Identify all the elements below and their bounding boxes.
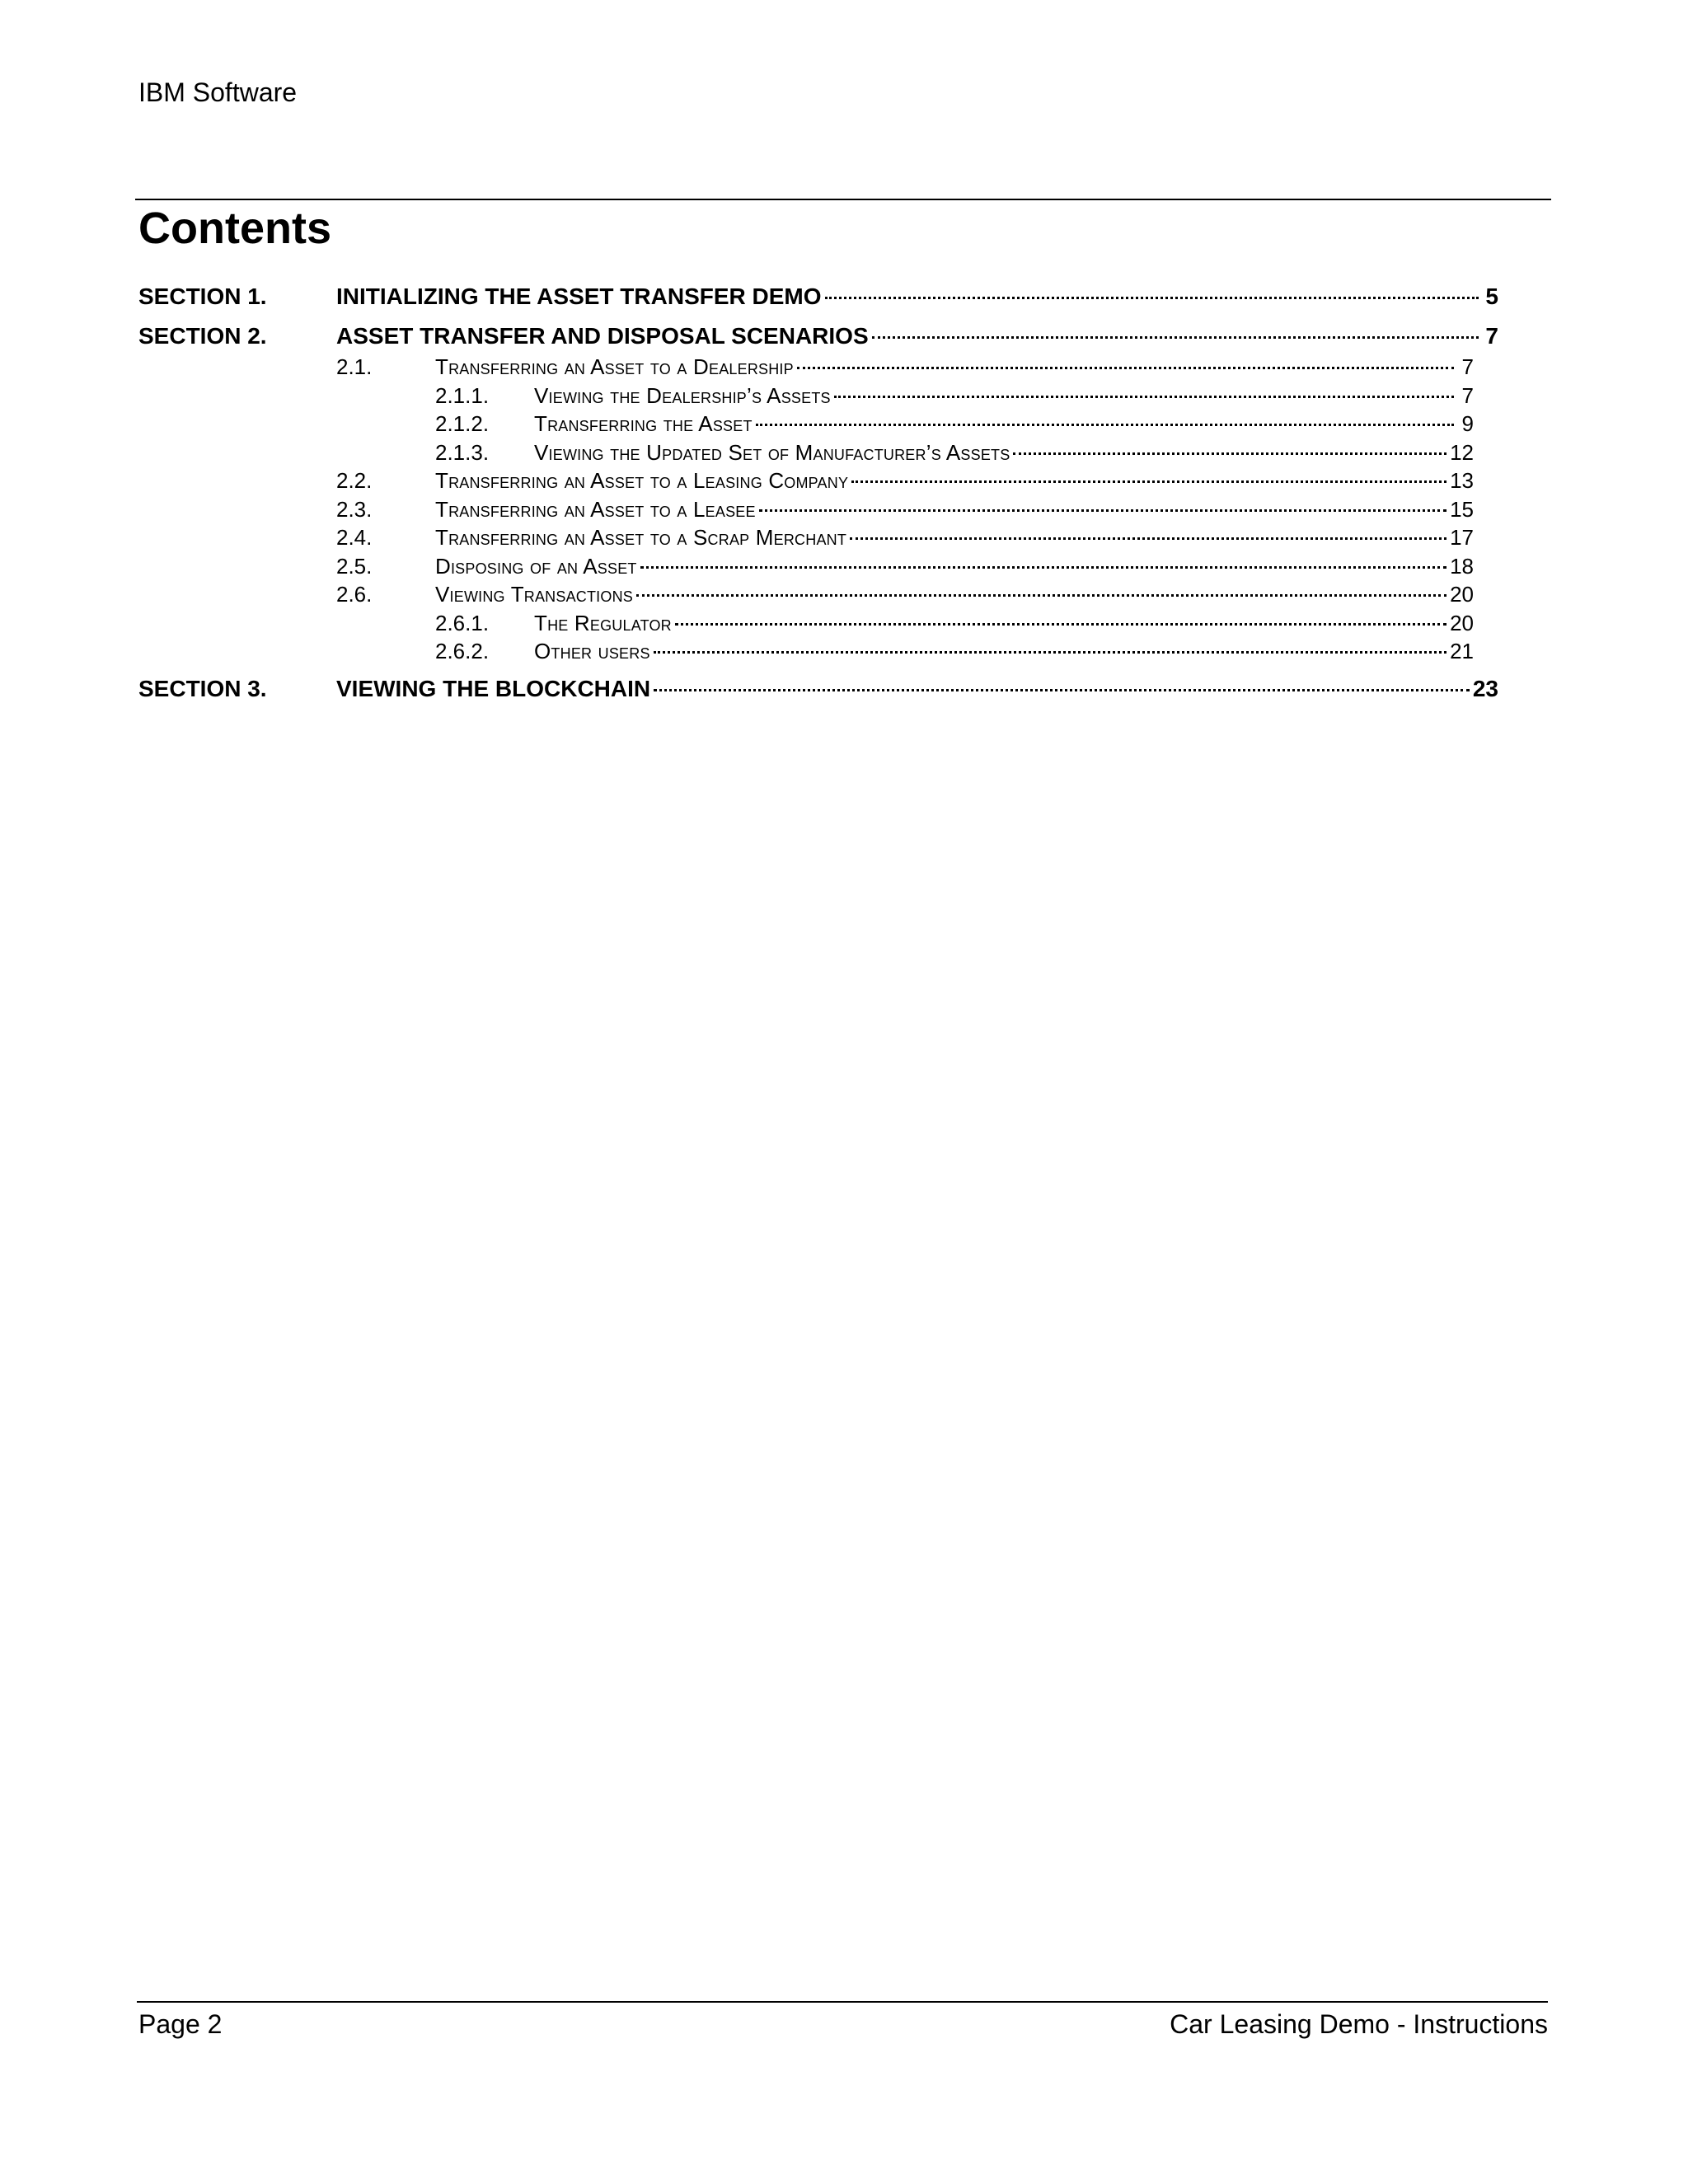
toc-entry-number: SECTION 3. — [138, 676, 267, 701]
toc-entry-page: 7 — [1461, 354, 1474, 379]
toc-entry[interactable] — [336, 468, 1474, 496]
toc-entry-page: 20 — [1450, 582, 1474, 607]
toc-entry[interactable] — [336, 525, 1474, 553]
toc-entry-number: 2.4. — [336, 525, 373, 550]
toc-entry-number: 2.6.2. — [435, 639, 490, 663]
toc-entry[interactable] — [435, 383, 1474, 411]
toc-entry-title: ASSET TRANSFER AND DISPOSAL SCENARIOS — [336, 323, 869, 349]
toc-entry[interactable] — [138, 676, 1498, 704]
toc-entry-number: 2.2. — [336, 468, 373, 493]
toc-entry-page: 13 — [1450, 468, 1474, 493]
toc-entry-number: 2.1.2. — [435, 411, 490, 436]
toc-entry-page: 15 — [1450, 497, 1474, 522]
toc-entry-title: INITIALIZING THE ASSET TRANSFER DEMO — [336, 284, 822, 309]
toc-entry-title: Transferring an Asset to a Leasing Company — [435, 468, 849, 493]
toc-entry-page: 21 — [1450, 639, 1474, 663]
toc-entry-title: Viewing the Dealership’s Assets — [534, 383, 831, 408]
toc-dot-leader — [636, 594, 1447, 597]
toc-dot-leader — [825, 297, 1479, 299]
toc-entry-page: 20 — [1450, 611, 1474, 635]
toc-entry[interactable] — [336, 497, 1474, 525]
toc-dot-leader — [756, 424, 1454, 426]
toc-entry-page: 7 — [1461, 383, 1474, 408]
toc-entry-number: 2.3. — [336, 497, 373, 522]
toc-entry-title: Other users — [534, 639, 650, 663]
toc-entry-number: 2.1.3. — [435, 440, 490, 465]
toc-entry-title: Viewing Transactions — [435, 582, 633, 607]
toc-entry-number: 2.6.1. — [435, 611, 490, 635]
toc-entry-number: 2.1.1. — [435, 383, 490, 408]
toc-entry-title: Transferring an Asset to a Scrap Merchant — [435, 525, 847, 550]
toc-dot-leader — [759, 509, 1447, 512]
toc-entry-page: 7 — [1485, 323, 1498, 349]
toc-entry[interactable] — [435, 440, 1474, 468]
toc-entry-title: VIEWING THE BLOCKCHAIN — [336, 676, 651, 701]
toc-dot-leader — [1013, 452, 1447, 455]
toc-entry-page: 18 — [1450, 554, 1474, 579]
toc-entry-title: Disposing of an Asset — [435, 554, 637, 579]
toc-entry-page: 12 — [1450, 440, 1474, 465]
toc-entry[interactable] — [138, 284, 1498, 312]
toc-dot-leader — [654, 651, 1447, 654]
toc-entry-title: The Regulator — [534, 611, 672, 635]
toc-dot-leader — [640, 566, 1447, 569]
toc-dot-leader — [850, 537, 1447, 540]
toc-entry[interactable] — [336, 554, 1474, 582]
toc-entry-title: Transferring an Asset to a Dealership — [435, 354, 794, 379]
toc-dot-leader — [851, 480, 1447, 483]
toc-entry-title: Transferring an Asset to a Leasee — [435, 497, 756, 522]
toc-entry-page: 5 — [1485, 284, 1498, 309]
header-divider — [135, 199, 1551, 200]
toc-entry-page: 23 — [1472, 676, 1498, 701]
toc-entry-page: 9 — [1461, 411, 1474, 436]
toc-entry-title: Viewing the Updated Set of Manufacturer’s Assets — [534, 440, 1010, 465]
toc-entry[interactable] — [336, 354, 1474, 382]
toc-entry[interactable] — [138, 323, 1498, 351]
toc-dot-leader — [834, 396, 1454, 398]
toc-entry-number: 2.6. — [336, 582, 373, 607]
toc-entry-number: 2.5. — [336, 554, 373, 579]
footer-document-title: Car Leasing Demo - Instructions — [1170, 2009, 1548, 2039]
toc-entry[interactable] — [336, 582, 1474, 610]
toc-dot-leader — [675, 623, 1447, 626]
toc-dot-leader — [797, 367, 1454, 369]
toc-entry-number: SECTION 2. — [138, 323, 267, 349]
toc-entry[interactable] — [435, 611, 1474, 639]
footer-divider — [137, 2001, 1548, 2003]
page-title: Contents — [138, 204, 331, 253]
toc-entry-title: Transferring the Asset — [534, 411, 753, 436]
header-brand: IBM Software — [138, 77, 298, 107]
toc-entry-number: 2.1. — [336, 354, 373, 379]
toc-entry-number: SECTION 1. — [138, 284, 267, 309]
footer-page-number: Page 2 — [138, 2009, 223, 2039]
toc-entry[interactable] — [435, 639, 1474, 667]
toc-entry-page: 17 — [1450, 525, 1474, 550]
toc-dot-leader — [654, 689, 1470, 691]
toc-dot-leader — [872, 336, 1479, 339]
toc-entry[interactable] — [435, 411, 1474, 439]
